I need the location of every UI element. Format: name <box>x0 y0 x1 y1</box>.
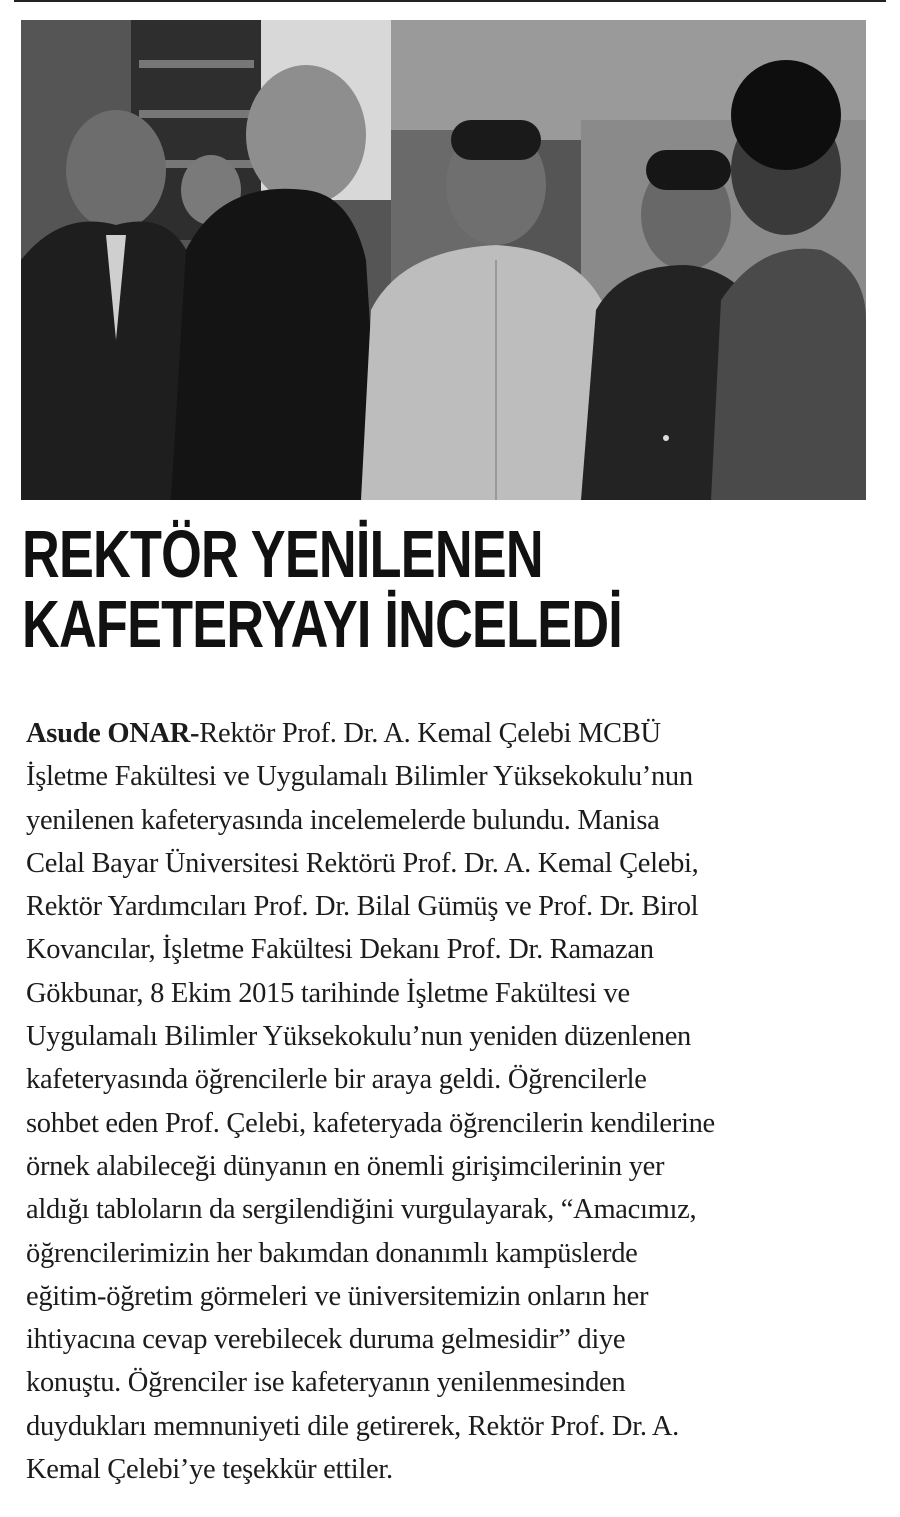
article-line-1-text: Rektör Prof. Dr. A. Kemal Çelebi MCBÜ <box>199 718 661 749</box>
headline-line-2: KAFETERYAYI İNCELEDİ <box>22 587 623 662</box>
article-line: Uygulamalı Bilimler Yüksekokulu’nun yeniden düzenlenen <box>26 1021 692 1053</box>
article-line: yenilenen kafeteryasında incelemelerde bulundu. Manisa <box>26 804 660 836</box>
article-line: Celal Bayar Üniversitesi Rektörü Prof. Dr. A. Kemal Çelebi, <box>26 847 699 879</box>
article-line: Gökbunar, 8 Ekim 2015 tarihinde İşletme Fakültesi ve <box>26 977 630 1009</box>
headline <box>22 517 685 662</box>
headline-line-1: REKTÖR YENİLENEN <box>22 517 543 592</box>
article-line-1 <box>26 712 876 755</box>
top-rule <box>14 0 886 2</box>
article-line: konuştu. Öğrenciler ise kafeteryanın yenilenmesinden <box>26 1367 626 1399</box>
article-line: sohbet eden Prof. Çelebi, kafeteryada öğrencilerin kendilerine <box>26 1107 715 1139</box>
article-line: örnek alabileceği dünyanın en önemli girişimcilerinin yer <box>26 1150 665 1182</box>
article-line: öğrencilerimizin her bakımdan donanımlı kampüslerde <box>26 1237 638 1269</box>
article-line: Kemal Çelebi’ye teşekkür ettiler. <box>26 1454 393 1486</box>
article-body <box>26 712 876 1491</box>
article-line: İşletme Fakültesi ve Uygulamalı Bilimler Yüksekokulu’nun <box>26 761 693 793</box>
article-line: aldığı tabloların da sergilendiğini vurgulayarak, “Amacımız, <box>26 1194 697 1226</box>
article-line: Kovancılar, İşletme Fakültesi Dekanı Prof. Dr. Ramazan <box>26 934 654 966</box>
news-photo <box>21 20 866 500</box>
article-line: ihtiyacına cevap verebilecek duruma gelmesidir” diye <box>26 1324 626 1356</box>
photo-illustration <box>21 20 866 500</box>
article-line: kafeteryasında öğrencilerle bir araya geldi. Öğrencilerle <box>26 1064 647 1096</box>
article-line: duydukları memnuniyeti dile getirerek, Rektör Prof. Dr. A. <box>26 1410 680 1442</box>
article-line: Rektör Yardımcıları Prof. Dr. Bilal Gümüş ve Prof. Dr. Birol <box>26 891 699 923</box>
article-line: eğitim-öğretim görmeleri ve üniversitemizin onların her <box>26 1280 649 1312</box>
byline: Asude ONAR- <box>26 718 200 749</box>
